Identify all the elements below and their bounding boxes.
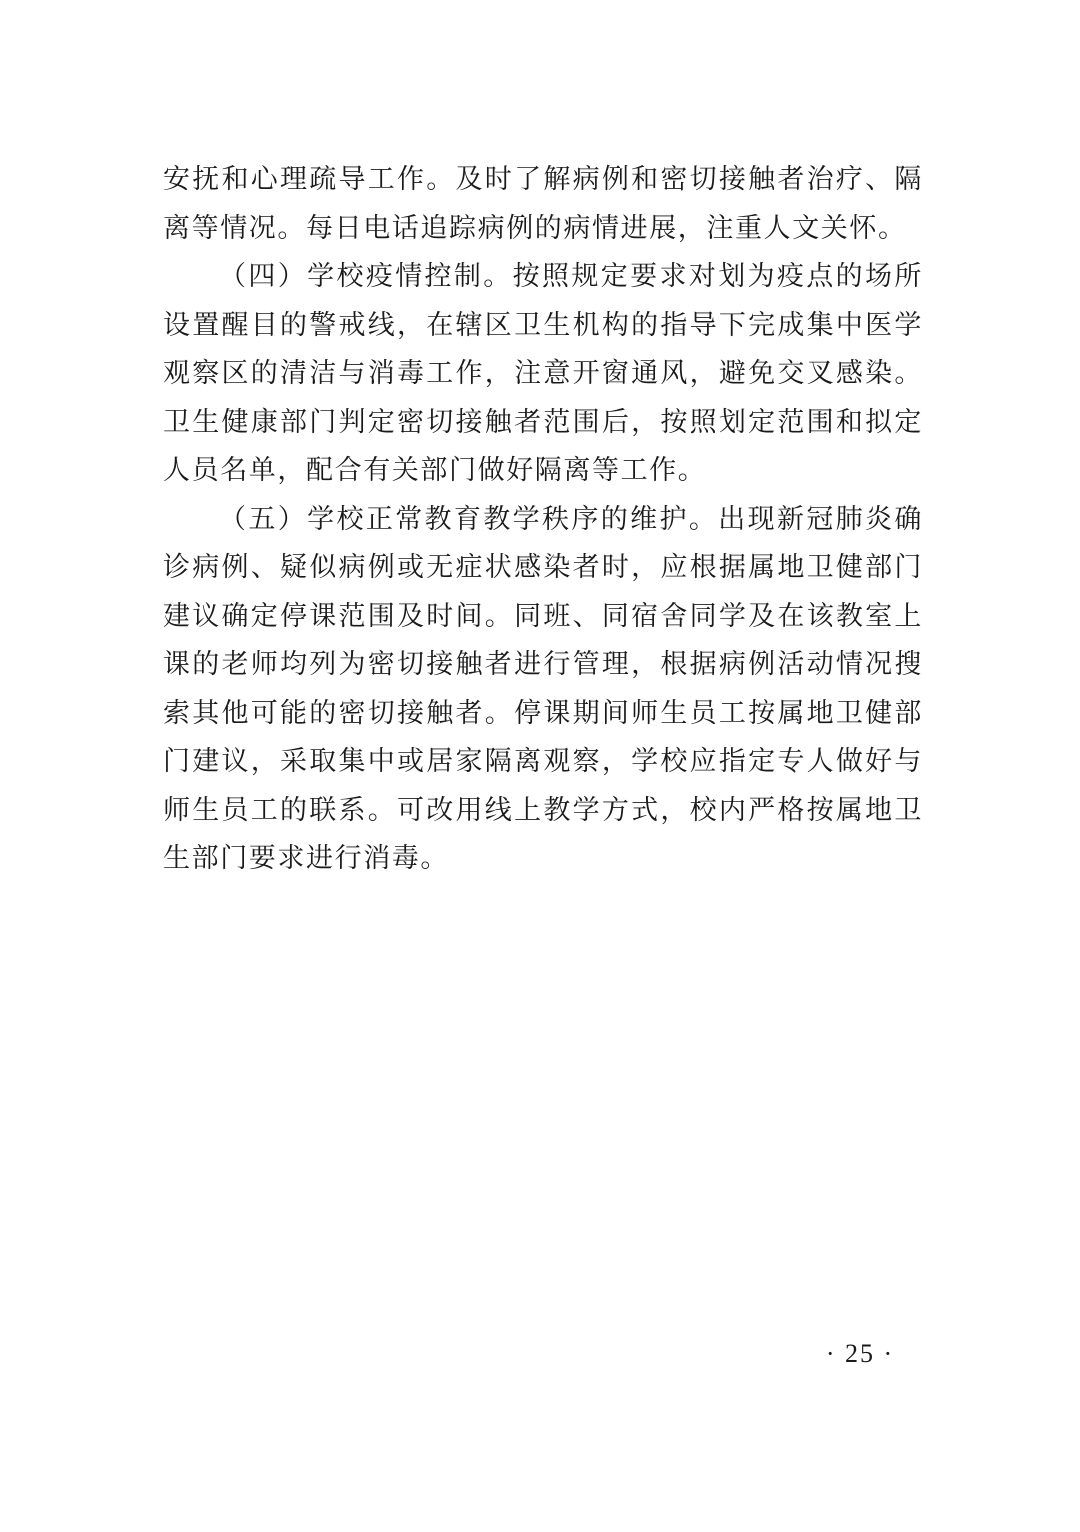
page-number: · 25 · bbox=[825, 1339, 895, 1368]
paragraph-school-epidemic-control: （四）学校疫情控制。按照规定要求对划为疫点的场所设置醒目的警戒线，在辖区卫生机构的指导下完成集中医学观察区的清洁与消毒工作，注意开窗通风，避免交叉感染。卫生健康部门判定密切接触者范围后，按照划定范围和拟定人员名单，配合有关部门做好隔离等工作。 bbox=[163, 261, 923, 486]
document-body bbox=[163, 156, 923, 884]
paragraph-continuation: 安抚和心理疏导工作。及时了解病例和密切接触者治疗、隔离等情况。每日电话追踪病例的病情进展，注重人文关怀。 bbox=[163, 164, 923, 244]
paragraph-teaching-order-maintenance: （五）学校正常教育教学秩序的维护。出现新冠肺炎确诊病例、疑似病例或无症状感染者时，应根据属地卫健部门建议确定停课范围及时间。同班、同宿舍同学及在该教室上课的老师均列为密切接触者进行管理，根据病例活动情况搜索其他可能的密切接触者。停课期间师生员工按属地卫健部门建议，采取集中或居家隔离观察，学校应指定专人做好与师生员工的联系。可改用线上教学方式，校内严格按属地卫生部门要求进行消毒。 bbox=[163, 503, 923, 874]
